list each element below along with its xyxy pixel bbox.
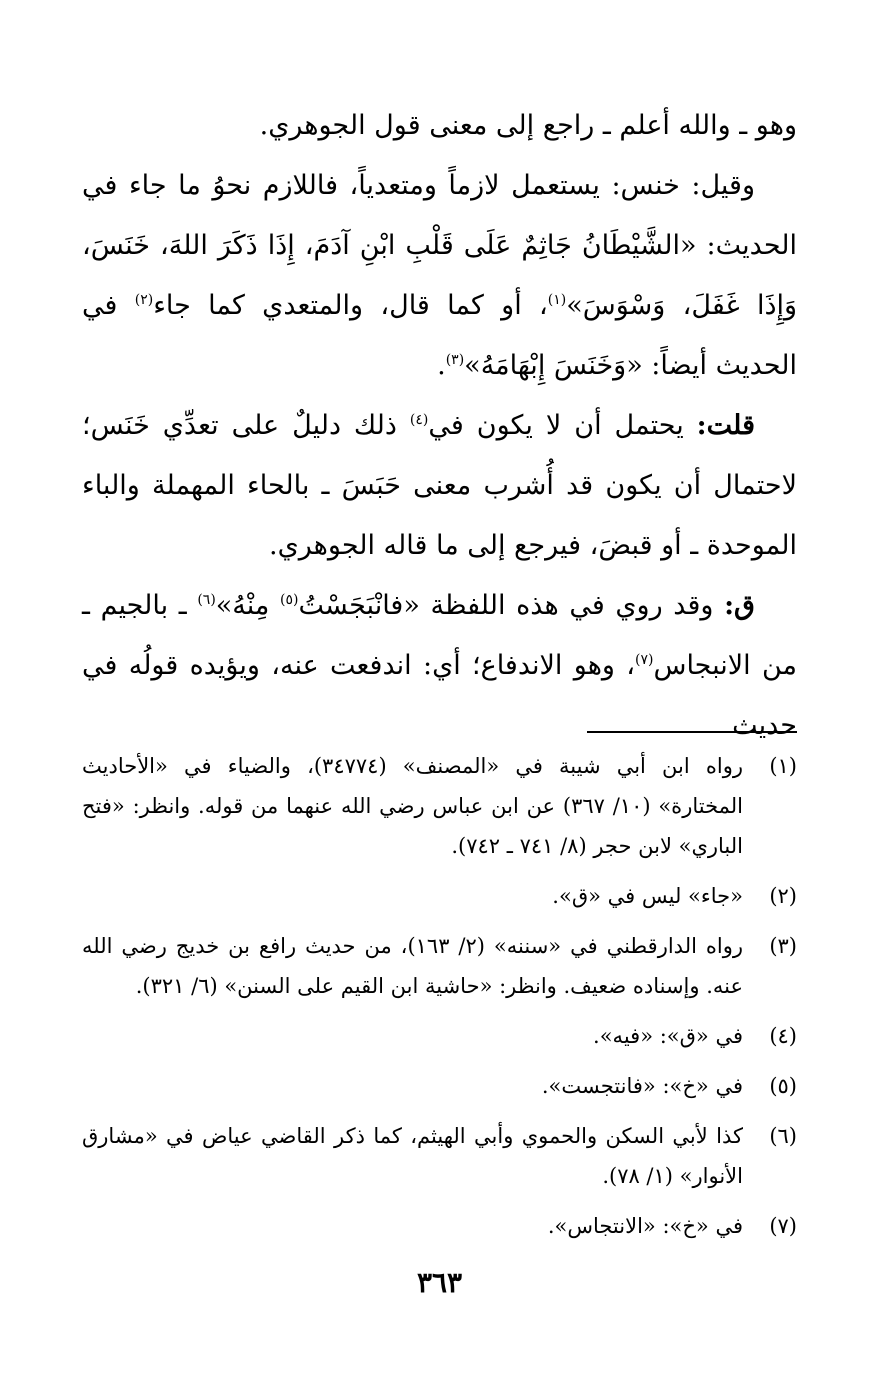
qaf-label: ق: [724,590,755,621]
footnote-number: (٢) [769,884,797,908]
footnote-number: (١) [769,754,797,778]
paragraph-4-end: ، وهو الاندفاع؛ أي: اندفعت عنه، ويؤيده قولُه في حديث [82,650,797,741]
paragraph-2 [82,156,797,396]
footnote-text: رواه الدارقطني في «سننه» (٢/ ١٦٣)، من حديث رافع بن خديج رضي الله عنه. وإسناده ضعيف. وانظر: «حاشية ابن القيم على السنن» (٦/ ٣٢١). [82,934,743,998]
footnote-ref-4[interactable]: (٤) [409,412,429,428]
footnote-number: (٧) [769,1214,797,1238]
footnote-6 [82,1116,797,1196]
paragraph-3 [82,396,797,576]
footnotes-section [82,746,797,1256]
footnote-1 [82,746,797,866]
footnote-7 [82,1206,797,1246]
footnote-2 [82,876,797,916]
footnote-ref-1[interactable]: (١) [547,292,567,308]
footnote-text: رواه ابن أبي شيبة في «المصنف» (٣٤٧٧٤)، والضياء في «الأحاديث المختارة» (١٠/ ٣٦٧) عن ابن عباس رضي الله عنهما من قوله. وانظر: «فتح الباري» لابن حجر (٨/ ٧٤١ ـ ٧٤٢). [82,754,743,858]
footnote-text: في «خ»: «الانتجاس». [547,1214,743,1238]
footnote-divider [587,731,797,733]
footnote-ref-3[interactable]: (٣) [445,352,465,368]
paragraph-4-start: وقد روي في هذه اللفظة «فانْبَجَسْتُ [298,590,725,621]
paragraph-3-rest: ذلك دليلٌ على تعدِّي خَنَس؛ لاحتمال أن يكون قد أُشرب معنى حَبَسَ ـ بالحاء المهملة والباء الموحدة ـ أو قبضَ، فيرجع إلى ما قاله الجوهري. [82,410,797,561]
paragraph-1-text: وهو ـ والله أعلم ـ راجع إلى معنى قول الجوهري. [259,110,797,141]
paragraph-2-end: في الحديث أيضاً: «وَخَنَسَ إِبْهَامَهُ» [82,290,797,381]
footnote-text: كذا لأبي السكن والحموي وأبي الهيثم، كما ذكر القاضي عياض في «مشارق الأنوار» (١/ ٧٨). [82,1124,743,1188]
book-page [82,96,797,1389]
footnote-ref-6[interactable]: (٦) [197,592,216,608]
footnote-number: (٥) [769,1074,797,1098]
paragraph-1 [82,96,797,156]
footnote-number: (٣) [769,934,797,958]
page-number: ٣٦٣ [416,1266,463,1299]
footnote-text: «جاء» ليس في «ق». [552,884,743,908]
footnote-4 [82,1016,797,1056]
footnote-ref-7[interactable]: (٧) [635,652,654,668]
paragraph-2-mid: ، أو كما قال، والمتعدي كما جاء [153,290,548,321]
qultu-label: قلت: [696,410,755,441]
main-text [82,96,797,756]
footnote-ref-5[interactable]: (٥) [280,592,299,608]
footnote-text: في «ق»: «فيه». [593,1024,743,1048]
footnote-number: (٦) [769,1124,797,1148]
paragraph-2-tail: . [437,350,446,381]
hadith-text: وقيل: خنس: يستعمل لازماً ومتعدياً، فاللازم نحوُ ما جاء في الحديث: «الشَّيْطَانُ جَاثِمٌ عَلَى قَلْبِ ابْنِ آدَمَ، إِذَا ذَكَرَ اللهَ، خَنَسَ، وَإِذَا غَفَلَ، وَسْوَسَ» [82,170,798,321]
footnote-number: (٤) [769,1024,797,1048]
footnote-ref-2[interactable]: (٢) [134,292,154,308]
paragraph-4-mid2: ـ بالجيم ـ من الانبجاس [82,590,797,681]
paragraph-3-start: يحتمل أن لا يكون في [428,410,697,441]
paragraph-4-mid: مِنْهُ» [215,590,281,621]
paragraph-4 [82,576,797,756]
footnote-3 [82,926,797,1006]
footnote-5 [82,1066,797,1106]
footnote-text: في «خ»: «فانتجست». [541,1074,743,1098]
